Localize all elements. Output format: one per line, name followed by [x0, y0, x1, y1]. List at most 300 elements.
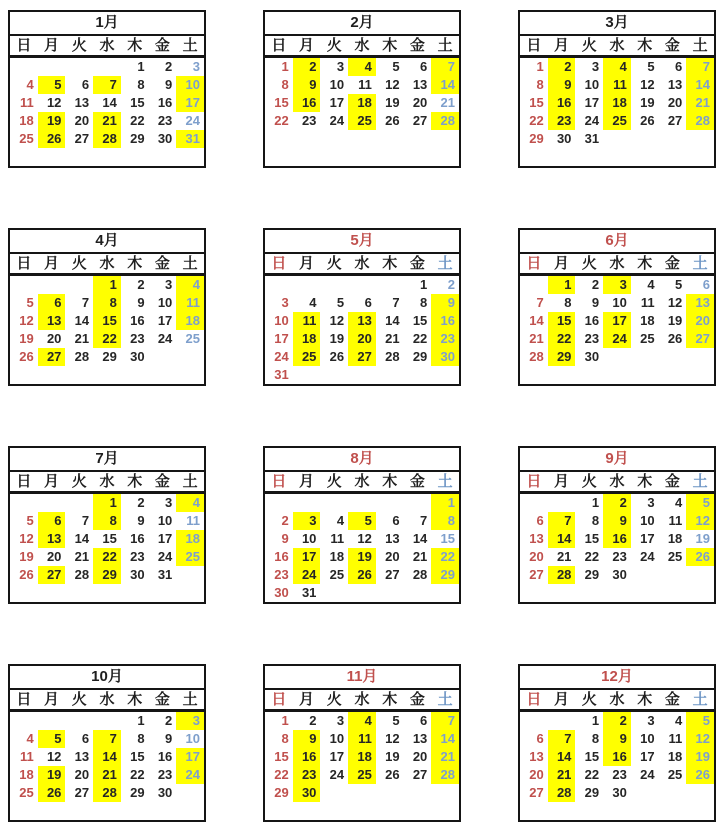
- day-cell-highlighted: 16: [603, 530, 631, 548]
- day-cell: 1: [137, 713, 145, 728]
- day-cell: 2: [137, 277, 145, 292]
- day-cell: 7: [81, 295, 90, 310]
- dow-header-4: 木: [637, 473, 653, 490]
- dow-header-0: 日: [271, 473, 287, 490]
- day-cell-highlighted: 14: [93, 748, 121, 766]
- empty-cell: [404, 366, 432, 384]
- day-cell: 17: [329, 749, 345, 764]
- day-cell-highlighted: 28: [548, 566, 576, 584]
- day-cell-highlighted: 7: [548, 512, 576, 530]
- empty-cell: [38, 712, 66, 730]
- day-cell: 3: [192, 59, 200, 74]
- day-cell: 17: [584, 95, 600, 110]
- empty-cell: [121, 584, 149, 602]
- day-cell: 23: [301, 113, 317, 128]
- dow-header-row: [10, 690, 204, 712]
- empty-cell: [431, 802, 459, 820]
- dow-header-5: 金: [664, 473, 680, 490]
- dow-header-1: 月: [299, 37, 315, 54]
- day-cell: 23: [274, 567, 289, 582]
- empty-cell: [65, 494, 93, 512]
- empty-cell: [520, 802, 548, 820]
- dow-header-5: 金: [409, 473, 425, 490]
- empty-cell: [320, 784, 348, 802]
- day-cell: 27: [529, 567, 544, 582]
- day-cell: 23: [157, 113, 173, 128]
- day-cell: 24: [640, 767, 655, 782]
- day-cell: 27: [667, 113, 683, 128]
- dow-header-5: 金: [154, 37, 170, 54]
- day-cell-highlighted: 18: [348, 94, 376, 112]
- empty-cell: [293, 366, 321, 384]
- empty-cell: [404, 494, 432, 512]
- dow-header-4: 木: [382, 691, 398, 708]
- empty-cell: [65, 148, 93, 166]
- day-cell: 1: [420, 277, 428, 292]
- day-cell: 3: [281, 295, 289, 310]
- day-cell: 21: [529, 331, 544, 346]
- empty-cell: [520, 148, 548, 166]
- day-cell: 12: [385, 731, 400, 746]
- dow-header-0: 日: [271, 255, 287, 272]
- day-cell: 26: [667, 331, 683, 346]
- day-cell: 8: [591, 513, 600, 528]
- day-cell: 23: [130, 549, 145, 564]
- day-cell: 6: [536, 731, 544, 746]
- dow-header-1: 月: [554, 37, 570, 54]
- day-cell: 20: [74, 113, 90, 128]
- empty-cell: [10, 712, 38, 730]
- empty-cell: [10, 148, 38, 166]
- day-cell: 25: [19, 131, 34, 146]
- day-cell: 4: [675, 495, 683, 510]
- dow-header-2: 火: [581, 473, 597, 490]
- day-cell-highlighted: 2: [548, 58, 576, 76]
- day-cell: 18: [667, 749, 683, 764]
- day-cell-highlighted: 3: [293, 512, 321, 530]
- day-cell-highlighted: 17: [293, 548, 321, 566]
- day-cell: 28: [529, 349, 544, 364]
- day-cell-highlighted: 7: [431, 712, 459, 730]
- day-cell: 11: [668, 513, 683, 528]
- day-cell: 19: [385, 95, 400, 110]
- empty-cell: [65, 366, 93, 384]
- day-cell: 3: [647, 713, 655, 728]
- empty-cell: [686, 784, 714, 802]
- empty-cell: [659, 366, 687, 384]
- empty-cell: [65, 802, 93, 820]
- day-cell: 6: [536, 513, 544, 528]
- day-cell: 28: [74, 349, 90, 364]
- day-cell: 10: [329, 731, 345, 746]
- day-cell: 14: [74, 531, 90, 546]
- empty-cell: [149, 584, 177, 602]
- day-cell-highlighted: 18: [293, 330, 321, 348]
- empty-cell: [38, 276, 66, 294]
- day-cell-highlighted: 21: [686, 94, 714, 112]
- dow-header-row: [520, 254, 714, 276]
- day-cell-highlighted: 26: [38, 130, 66, 148]
- calendar-board: [8, 10, 716, 822]
- dow-header-3: 水: [354, 691, 370, 708]
- month-grid: [265, 494, 459, 602]
- day-cell: 24: [329, 767, 345, 782]
- day-cell-highlighted: 30: [431, 348, 459, 366]
- dow-header-2: 火: [71, 691, 87, 708]
- day-cell: 18: [640, 313, 655, 328]
- day-cell: 30: [130, 567, 145, 582]
- month-calendar: [263, 228, 461, 386]
- empty-cell: [93, 148, 121, 166]
- month-grid: [520, 494, 714, 602]
- dow-header-4: 木: [382, 473, 398, 490]
- day-cell: 31: [274, 367, 289, 382]
- day-cell-highlighted: 27: [348, 348, 376, 366]
- dow-header-2: 火: [326, 37, 342, 54]
- day-cell: 10: [157, 513, 173, 528]
- dow-header-3: 水: [354, 473, 370, 490]
- dow-header-0: 日: [16, 255, 32, 272]
- day-cell: 26: [385, 113, 400, 128]
- day-cell-highlighted: 7: [431, 58, 459, 76]
- day-cell-highlighted: 29: [93, 566, 121, 584]
- empty-cell: [265, 494, 293, 512]
- dow-header-4: 木: [382, 37, 398, 54]
- day-cell: 26: [329, 349, 345, 364]
- day-cell-highlighted: 4: [348, 712, 376, 730]
- day-cell: 19: [19, 331, 34, 346]
- day-cell: 6: [420, 713, 428, 728]
- empty-cell: [431, 784, 459, 802]
- day-cell: 9: [137, 513, 145, 528]
- day-cell: 12: [357, 531, 372, 546]
- day-cell: 8: [137, 77, 145, 92]
- empty-cell: [520, 494, 548, 512]
- day-cell: 11: [668, 731, 683, 746]
- day-cell: 23: [612, 767, 627, 782]
- day-cell: 6: [392, 513, 400, 528]
- dow-header-2: 火: [326, 691, 342, 708]
- day-cell: 28: [385, 349, 400, 364]
- day-cell: 7: [420, 513, 428, 528]
- day-cell: 10: [185, 731, 200, 746]
- day-cell: 22: [584, 549, 600, 564]
- day-cell-highlighted: 12: [686, 512, 714, 530]
- day-cell-highlighted: 15: [548, 312, 576, 330]
- empty-cell: [265, 276, 293, 294]
- day-cell: 3: [165, 277, 173, 292]
- day-cell: 31: [157, 567, 173, 582]
- day-cell-highlighted: 7: [93, 76, 121, 94]
- day-cell-highlighted: 20: [686, 312, 714, 330]
- dow-header-0: 日: [271, 37, 287, 54]
- empty-cell: [376, 802, 404, 820]
- day-cell: 8: [420, 295, 428, 310]
- empty-cell: [603, 148, 631, 166]
- day-cell: 12: [46, 95, 62, 110]
- dow-header-2: 火: [326, 255, 342, 272]
- day-cell: 24: [329, 113, 345, 128]
- empty-cell: [575, 584, 603, 602]
- empty-cell: [38, 366, 66, 384]
- day-cell: 13: [385, 531, 400, 546]
- empty-cell: [575, 148, 603, 166]
- empty-cell: [631, 366, 659, 384]
- day-cell: 13: [74, 749, 90, 764]
- empty-cell: [265, 130, 293, 148]
- day-cell-highlighted: 27: [686, 330, 714, 348]
- day-cell: 3: [647, 495, 655, 510]
- day-cell-highlighted: 3: [176, 712, 204, 730]
- empty-cell: [659, 584, 687, 602]
- empty-cell: [404, 584, 432, 602]
- day-cell: 21: [74, 549, 90, 564]
- empty-cell: [65, 712, 93, 730]
- day-cell: 14: [102, 95, 117, 110]
- empty-cell: [631, 802, 659, 820]
- day-cell: 9: [137, 295, 145, 310]
- day-cell: 17: [157, 531, 173, 546]
- day-cell: 2: [281, 513, 289, 528]
- day-cell: 6: [364, 295, 372, 310]
- empty-cell: [293, 130, 321, 148]
- month-grid: [10, 712, 204, 820]
- day-cell-highlighted: 7: [548, 730, 576, 748]
- day-cell-highlighted: 7: [93, 730, 121, 748]
- empty-cell: [320, 802, 348, 820]
- dow-header-0: 日: [526, 255, 542, 272]
- day-cell-highlighted: 2: [603, 712, 631, 730]
- dow-header-6: 土: [692, 691, 708, 708]
- day-cell: 30: [612, 785, 627, 800]
- dow-header-6: 土: [182, 691, 198, 708]
- dow-header-3: 水: [99, 691, 115, 708]
- month-calendar: [8, 10, 206, 168]
- empty-cell: [659, 566, 687, 584]
- day-cell-highlighted: 17: [176, 748, 204, 766]
- day-cell: 13: [529, 531, 544, 546]
- day-cell: 8: [281, 731, 289, 746]
- day-cell: 6: [81, 77, 90, 92]
- empty-cell: [38, 58, 66, 76]
- day-cell: 30: [612, 567, 627, 582]
- empty-cell: [603, 130, 631, 148]
- day-cell: 18: [667, 531, 683, 546]
- day-cell: 15: [274, 95, 289, 110]
- month-grid: [520, 58, 714, 166]
- day-cell-highlighted: 22: [93, 548, 121, 566]
- empty-cell: [121, 366, 149, 384]
- day-cell: 3: [336, 713, 345, 728]
- day-cell-highlighted: 14: [548, 530, 576, 548]
- day-cell: 22: [584, 767, 600, 782]
- day-cell-highlighted: 4: [603, 58, 631, 76]
- empty-cell: [65, 584, 93, 602]
- day-cell: 8: [281, 77, 289, 92]
- day-cell-highlighted: 11: [176, 294, 204, 312]
- day-cell-highlighted: 2: [603, 494, 631, 512]
- day-cell-highlighted: 5: [686, 712, 714, 730]
- day-cell: 6: [702, 277, 710, 292]
- empty-cell: [10, 366, 38, 384]
- day-cell-highlighted: 17: [603, 312, 631, 330]
- dow-header-0: 日: [16, 37, 32, 54]
- dow-header-1: 月: [554, 255, 570, 272]
- day-cell: 27: [412, 767, 428, 782]
- month-calendar: [263, 446, 461, 604]
- day-cell: 24: [185, 113, 200, 128]
- day-cell: 9: [165, 77, 173, 92]
- dow-header-0: 日: [526, 473, 542, 490]
- month-grid: [265, 276, 459, 384]
- month-title: 11月: [265, 666, 459, 690]
- empty-cell: [686, 148, 714, 166]
- day-cell-highlighted: 25: [348, 112, 376, 130]
- month-grid: [265, 712, 459, 820]
- day-cell-highlighted: 6: [38, 512, 66, 530]
- empty-cell: [548, 148, 576, 166]
- empty-cell: [149, 366, 177, 384]
- empty-cell: [176, 366, 204, 384]
- empty-cell: [659, 802, 687, 820]
- dow-header-6: 土: [437, 473, 453, 490]
- day-cell-highlighted: 21: [93, 766, 121, 784]
- day-cell: 24: [274, 349, 289, 364]
- day-cell: 21: [412, 549, 428, 564]
- empty-cell: [176, 584, 204, 602]
- day-cell-highlighted: 10: [176, 76, 204, 94]
- empty-cell: [548, 712, 576, 730]
- month-title: 9月: [520, 448, 714, 472]
- day-cell-highlighted: 21: [431, 748, 459, 766]
- day-cell: 10: [329, 77, 345, 92]
- day-cell: 18: [329, 549, 345, 564]
- dow-header-4: 木: [127, 691, 143, 708]
- day-cell: 20: [529, 549, 544, 564]
- day-cell-highlighted: 16: [431, 312, 459, 330]
- empty-cell: [520, 712, 548, 730]
- day-cell: 24: [157, 549, 173, 564]
- empty-cell: [38, 802, 66, 820]
- day-cell: 22: [130, 113, 145, 128]
- empty-cell: [686, 366, 714, 384]
- dow-header-0: 日: [271, 691, 287, 708]
- month-title: 1月: [10, 12, 204, 36]
- empty-cell: [265, 148, 293, 166]
- day-cell: 27: [385, 567, 400, 582]
- dow-header-row: [265, 36, 459, 58]
- day-cell: 19: [695, 531, 710, 546]
- dow-header-1: 月: [44, 473, 60, 490]
- empty-cell: [376, 784, 404, 802]
- day-cell-highlighted: 19: [348, 548, 376, 566]
- day-cell-highlighted: 13: [348, 312, 376, 330]
- empty-cell: [404, 784, 432, 802]
- day-cell: 29: [529, 131, 544, 146]
- empty-cell: [121, 802, 149, 820]
- empty-cell: [659, 130, 687, 148]
- empty-cell: [520, 366, 548, 384]
- day-cell-highlighted: 22: [548, 330, 576, 348]
- empty-cell: [548, 802, 576, 820]
- day-cell: 20: [412, 95, 428, 110]
- day-cell-highlighted: 22: [93, 330, 121, 348]
- day-cell-highlighted: 3: [603, 276, 631, 294]
- day-cell-highlighted: 21: [548, 766, 576, 784]
- day-cell: 11: [186, 513, 200, 528]
- day-cell-highlighted: 14: [431, 76, 459, 94]
- dow-header-row: [10, 472, 204, 494]
- month-calendar: [263, 10, 461, 168]
- dow-header-1: 月: [299, 691, 315, 708]
- day-cell: 20: [46, 549, 62, 564]
- day-cell-highlighted: 4: [348, 58, 376, 76]
- empty-cell: [631, 130, 659, 148]
- day-cell: 2: [591, 277, 600, 292]
- empty-cell: [293, 802, 321, 820]
- day-cell: 1: [536, 59, 544, 74]
- day-cell: 15: [274, 749, 289, 764]
- day-cell: 9: [165, 731, 173, 746]
- empty-cell: [575, 802, 603, 820]
- month-calendar: [8, 446, 206, 604]
- day-cell: 16: [584, 313, 600, 328]
- empty-cell: [293, 148, 321, 166]
- day-cell: 14: [385, 313, 400, 328]
- dow-header-6: 土: [437, 255, 453, 272]
- day-cell: 8: [564, 295, 572, 310]
- day-cell: 23: [130, 331, 145, 346]
- day-cell: 17: [274, 331, 289, 346]
- day-cell-highlighted: 28: [431, 766, 459, 784]
- day-cell: 26: [19, 567, 34, 582]
- day-cell: 13: [412, 731, 428, 746]
- empty-cell: [603, 348, 631, 366]
- day-cell: 23: [157, 767, 173, 782]
- empty-cell: [404, 802, 432, 820]
- empty-cell: [376, 494, 404, 512]
- day-cell: 25: [329, 567, 345, 582]
- day-cell: 12: [46, 749, 62, 764]
- empty-cell: [548, 584, 576, 602]
- day-cell-highlighted: 23: [431, 330, 459, 348]
- empty-cell: [320, 366, 348, 384]
- empty-cell: [603, 366, 631, 384]
- day-cell: 19: [640, 95, 655, 110]
- day-cell: 10: [640, 513, 655, 528]
- dow-header-2: 火: [71, 255, 87, 272]
- empty-cell: [631, 784, 659, 802]
- empty-cell: [631, 584, 659, 602]
- day-cell-highlighted: 25: [293, 348, 321, 366]
- empty-cell: [320, 584, 348, 602]
- day-cell: 12: [19, 313, 34, 328]
- dow-header-6: 土: [182, 473, 198, 490]
- dow-header-5: 金: [664, 255, 680, 272]
- day-cell: 9: [281, 531, 289, 546]
- day-cell-highlighted: 15: [93, 312, 121, 330]
- dow-header-0: 日: [16, 473, 32, 490]
- day-cell: 26: [385, 767, 400, 782]
- day-cell-highlighted: 7: [686, 58, 714, 76]
- day-cell: 3: [165, 495, 173, 510]
- empty-cell: [65, 276, 93, 294]
- day-cell: 15: [412, 313, 428, 328]
- day-cell: 15: [130, 749, 145, 764]
- day-cell: 4: [336, 513, 345, 528]
- day-cell: 18: [19, 113, 34, 128]
- day-cell: 19: [329, 331, 345, 346]
